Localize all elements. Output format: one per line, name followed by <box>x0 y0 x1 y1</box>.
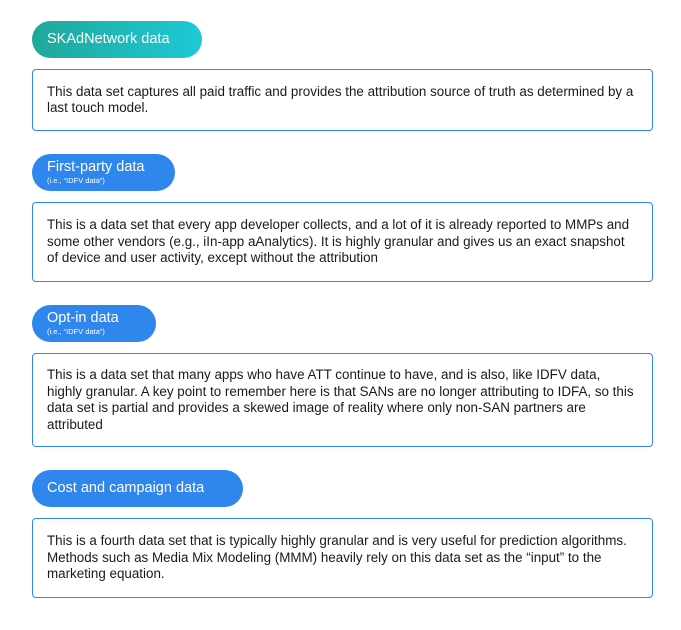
section-description: This is a data set that every app developer collects, and a lot of it is already reported to MMPs and some other vendors (e.g., iIn-app aAnalytics). It is highly granular and gives us an exact snapshot of device and user activity, except without the attribution <box>47 217 630 266</box>
section-label-skadnetwork <box>32 21 202 58</box>
section-subtitle: (i.e., “IDFV data”) <box>47 175 105 185</box>
section-description-box <box>32 518 653 598</box>
section-title: Cost and campaign data <box>47 479 205 496</box>
section-subtitle: (i.e., “IDFV data”) <box>47 326 105 336</box>
section-title: Opt-in data <box>47 309 119 326</box>
section-label-cost-campaign <box>32 470 243 507</box>
section-description-box <box>32 202 653 282</box>
section-label-first-party <box>32 154 175 191</box>
section-description: This data set captures all paid traffic and provides the attribution source of truth as determined by a last touch model. <box>47 83 634 115</box>
section-description-box <box>32 353 653 447</box>
section-title: SKAdNetwork data <box>47 30 170 47</box>
section-label-opt-in <box>32 305 156 342</box>
section-description: This is a data set that many apps who have ATT continue to have, and is also, like IDFV data, highly granular. A key point to remember here is that SANs are no longer attributing to IDFA, so this data set is partial and provides a skewed image of reality where only non-SAN partners are attributed <box>47 367 634 432</box>
section-title: First-party data <box>47 158 145 175</box>
section-description: This is a fourth data set that is typically highly granular and is very useful for prediction algorithms. Methods such as Media Mix Modeling (MMM) heavily rely on this data set as the “input” to the marketing equation. <box>47 533 627 582</box>
section-description-box <box>32 69 653 131</box>
